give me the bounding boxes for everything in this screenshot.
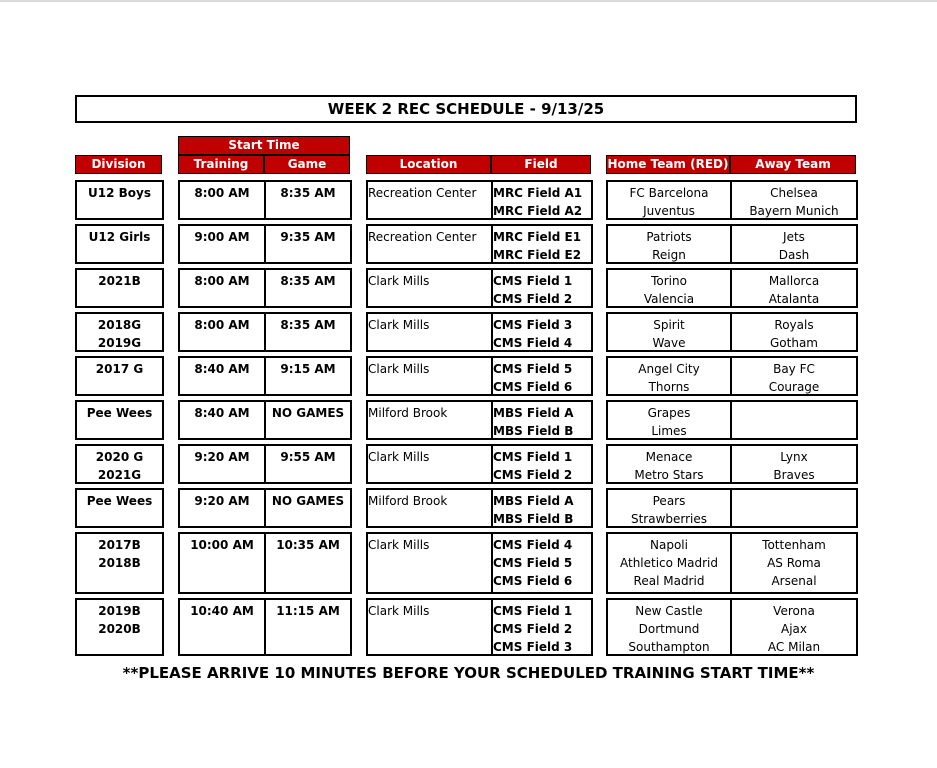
home-team-line: Dortmund	[638, 622, 700, 636]
field-line: CMS Field 2	[493, 292, 573, 306]
training-time-line: 8:00 AM	[194, 274, 250, 288]
home-team-line: Menace	[645, 450, 693, 464]
away-team-line: Atalanta	[768, 292, 820, 306]
home-team-cell	[606, 598, 732, 656]
training-time-cell	[178, 356, 266, 396]
game-time-line: 9:55 AM	[280, 450, 336, 464]
training-time-cell	[178, 224, 266, 264]
home-team-cell	[606, 180, 732, 220]
away-team-line: Braves	[773, 468, 815, 482]
game-time-line: 9:35 AM	[280, 230, 336, 244]
home-team-line: Angel City	[638, 362, 700, 376]
field-cell	[491, 488, 593, 528]
field-cell	[491, 400, 593, 440]
field-cell	[491, 268, 593, 308]
division-cell	[75, 598, 164, 656]
schedule-title: WEEK 2 REC SCHEDULE - 9/13/25	[75, 95, 857, 123]
game-time-cell	[264, 532, 352, 594]
division-line: 2019B	[98, 604, 141, 618]
training-time-cell	[178, 488, 266, 528]
home-team-cell	[606, 400, 732, 440]
field-line: MRC Field A1	[493, 186, 583, 200]
field-line: CMS Field 2	[493, 468, 573, 482]
away-team-cell	[730, 444, 858, 484]
field-line: CMS Field 4	[493, 538, 573, 552]
division-cell	[75, 488, 164, 528]
away-team-line: AS Roma	[767, 556, 821, 570]
training-time-cell	[178, 532, 266, 594]
location-line: Clark Mills	[368, 538, 430, 552]
header-location: Location	[366, 155, 491, 174]
field-line: CMS Field 4	[493, 336, 573, 350]
training-time-line: 8:00 AM	[194, 318, 250, 332]
home-team-line: FC Barcelona	[629, 186, 709, 200]
home-team-line: Patriots	[646, 230, 692, 244]
away-team-cell	[730, 356, 858, 396]
location-cell	[366, 356, 493, 396]
division-line: 2020B	[98, 622, 141, 636]
home-team-line: Athletico Madrid	[619, 556, 719, 570]
location-cell	[366, 532, 493, 594]
away-team-line: Lynx	[780, 450, 808, 464]
away-team-cell	[730, 224, 858, 264]
home-team-cell	[606, 444, 732, 484]
field-line: CMS Field 1	[493, 604, 573, 618]
location-line: Clark Mills	[368, 274, 430, 288]
division-line: U12 Boys	[88, 186, 151, 200]
training-time-line: 9:20 AM	[194, 450, 250, 464]
home-team-line: Southampton	[628, 640, 710, 654]
division-cell	[75, 224, 164, 264]
location-line: Milford Brook	[368, 494, 448, 508]
home-team-cell	[606, 532, 732, 594]
game-time-cell	[264, 312, 352, 352]
division-line: Pee Wees	[86, 494, 153, 508]
home-team-line: Grapes	[647, 406, 691, 420]
location-line: Milford Brook	[368, 406, 448, 420]
home-team-line: Valencia	[643, 292, 695, 306]
game-time-cell	[264, 268, 352, 308]
arrival-notice: **PLEASE ARRIVE 10 MINUTES BEFORE YOUR SCHEDULED TRAINING START TIME**	[122, 664, 815, 682]
field-line: CMS Field 5	[493, 556, 573, 570]
training-time-cell	[178, 444, 266, 484]
home-team-line: Metro Stars	[634, 468, 704, 482]
location-cell	[366, 444, 493, 484]
home-team-line: Thorns	[648, 380, 690, 394]
away-team-cell	[730, 488, 858, 528]
training-time-line: 9:20 AM	[194, 494, 250, 508]
game-time-cell	[264, 224, 352, 264]
field-line: MBS Field A	[493, 406, 574, 420]
field-line: MBS Field A	[493, 494, 574, 508]
location-line: Clark Mills	[368, 318, 430, 332]
game-time-line: 8:35 AM	[280, 318, 336, 332]
away-team-cell	[730, 268, 858, 308]
home-team-cell	[606, 488, 732, 528]
game-time-cell	[264, 598, 352, 656]
away-team-line: Tottenham	[762, 538, 826, 552]
division-line: 2019G	[97, 336, 142, 350]
training-time-line: 10:00 AM	[190, 538, 254, 552]
division-cell	[75, 312, 164, 352]
home-team-line: Strawberries	[630, 512, 708, 526]
field-line: CMS Field 6	[493, 574, 573, 588]
field-line: CMS Field 1	[493, 274, 573, 288]
division-cell	[75, 356, 164, 396]
header-training: Training	[178, 155, 264, 174]
away-team-cell	[730, 312, 858, 352]
division-line: 2017 G	[95, 362, 144, 376]
training-time-cell	[178, 312, 266, 352]
away-team-line: Arsenal	[771, 574, 817, 588]
game-time-line: 11:15 AM	[276, 604, 340, 618]
home-team-cell	[606, 356, 732, 396]
away-team-line: Bay FC	[773, 362, 815, 376]
header-home-team: Home Team (RED)	[606, 155, 730, 174]
home-team-line: Reign	[652, 248, 686, 262]
top-border-strip	[0, 0, 937, 2]
game-time-cell	[264, 444, 352, 484]
away-team-cell	[730, 180, 858, 220]
header-game: Game	[264, 155, 350, 174]
location-cell	[366, 224, 493, 264]
away-team-cell	[730, 532, 858, 594]
field-line: CMS Field 1	[493, 450, 573, 464]
away-team-line: Royals	[774, 318, 814, 332]
away-team-line: AC Milan	[767, 640, 821, 654]
division-cell	[75, 444, 164, 484]
game-time-line: 8:35 AM	[280, 274, 336, 288]
division-line: 2021G	[97, 468, 142, 482]
field-cell	[491, 532, 593, 594]
location-cell	[366, 312, 493, 352]
field-cell	[491, 598, 593, 656]
home-team-line: Wave	[652, 336, 686, 350]
division-cell	[75, 532, 164, 594]
field-cell	[491, 444, 593, 484]
training-time-line: 10:40 AM	[190, 604, 254, 618]
away-team-line: Jets	[783, 230, 805, 244]
field-cell	[491, 312, 593, 352]
location-cell	[366, 400, 493, 440]
training-time-line: 9:00 AM	[194, 230, 250, 244]
location-cell	[366, 180, 493, 220]
away-team-line: Chelsea	[770, 186, 818, 200]
field-line: CMS Field 2	[493, 622, 573, 636]
division-cell	[75, 268, 164, 308]
location-cell	[366, 598, 493, 656]
training-time-cell	[178, 180, 266, 220]
game-time-line: 8:35 AM	[280, 186, 336, 200]
field-line: CMS Field 3	[493, 318, 573, 332]
away-team-line: Dash	[778, 248, 810, 262]
home-team-line: Limes	[651, 424, 687, 438]
field-cell	[491, 224, 593, 264]
home-team-line: Torino	[651, 274, 687, 288]
header-away-team: Away Team	[730, 155, 856, 174]
training-time-line: 8:00 AM	[194, 186, 250, 200]
field-line: MBS Field B	[493, 424, 574, 438]
game-time-line: 10:35 AM	[276, 538, 340, 552]
training-time-line: 8:40 AM	[194, 362, 250, 376]
division-cell	[75, 400, 164, 440]
location-line: Recreation Center	[368, 230, 477, 244]
location-cell	[366, 268, 493, 308]
away-team-line: Gotham	[770, 336, 818, 350]
away-team-cell	[730, 598, 858, 656]
field-line: MBS Field B	[493, 512, 574, 526]
division-line: 2017B	[98, 538, 141, 552]
game-time-line: NO GAMES	[271, 406, 345, 420]
division-cell	[75, 180, 164, 220]
game-time-line: 9:15 AM	[280, 362, 336, 376]
away-team-line: Bayern Munich	[749, 204, 839, 218]
field-cell	[491, 356, 593, 396]
home-team-line: Napoli	[650, 538, 688, 552]
division-line: 2021B	[98, 274, 141, 288]
training-time-cell	[178, 598, 266, 656]
location-cell	[366, 488, 493, 528]
home-team-line: New Castle	[635, 604, 703, 618]
division-line: 2018B	[98, 556, 141, 570]
home-team-line: Pears	[652, 494, 686, 508]
game-time-cell	[264, 356, 352, 396]
header-field: Field	[491, 155, 591, 174]
away-team-line: Ajax	[781, 622, 807, 636]
training-time-cell	[178, 400, 266, 440]
division-line: 2018G	[97, 318, 142, 332]
home-team-line: Real Madrid	[633, 574, 705, 588]
division-line: Pee Wees	[86, 406, 153, 420]
home-team-line: Spirit	[653, 318, 685, 332]
away-team-line: Verona	[773, 604, 815, 618]
game-time-line: NO GAMES	[271, 494, 345, 508]
field-line: CMS Field 5	[493, 362, 573, 376]
division-line: 2020 G	[95, 450, 144, 464]
game-time-cell	[264, 180, 352, 220]
game-time-cell	[264, 400, 352, 440]
field-line: CMS Field 6	[493, 380, 573, 394]
home-team-line: Juventus	[643, 204, 695, 218]
home-team-cell	[606, 268, 732, 308]
field-line: MRC Field E2	[493, 248, 582, 262]
division-line: U12 Girls	[88, 230, 151, 244]
training-time-cell	[178, 268, 266, 308]
header-start-time: Start Time	[178, 136, 350, 155]
home-team-cell	[606, 224, 732, 264]
field-line: CMS Field 3	[493, 640, 573, 654]
away-team-line: Courage	[768, 380, 820, 394]
field-cell	[491, 180, 593, 220]
location-line: Clark Mills	[368, 450, 430, 464]
away-team-cell	[730, 400, 858, 440]
field-line: MRC Field A2	[493, 204, 583, 218]
home-team-cell	[606, 312, 732, 352]
away-team-line: Mallorca	[768, 274, 820, 288]
training-time-line: 8:40 AM	[194, 406, 250, 420]
location-line: Recreation Center	[368, 186, 477, 200]
game-time-cell	[264, 488, 352, 528]
location-line: Clark Mills	[368, 604, 430, 618]
field-line: MRC Field E1	[493, 230, 582, 244]
location-line: Clark Mills	[368, 362, 430, 376]
header-division: Division	[75, 155, 162, 174]
